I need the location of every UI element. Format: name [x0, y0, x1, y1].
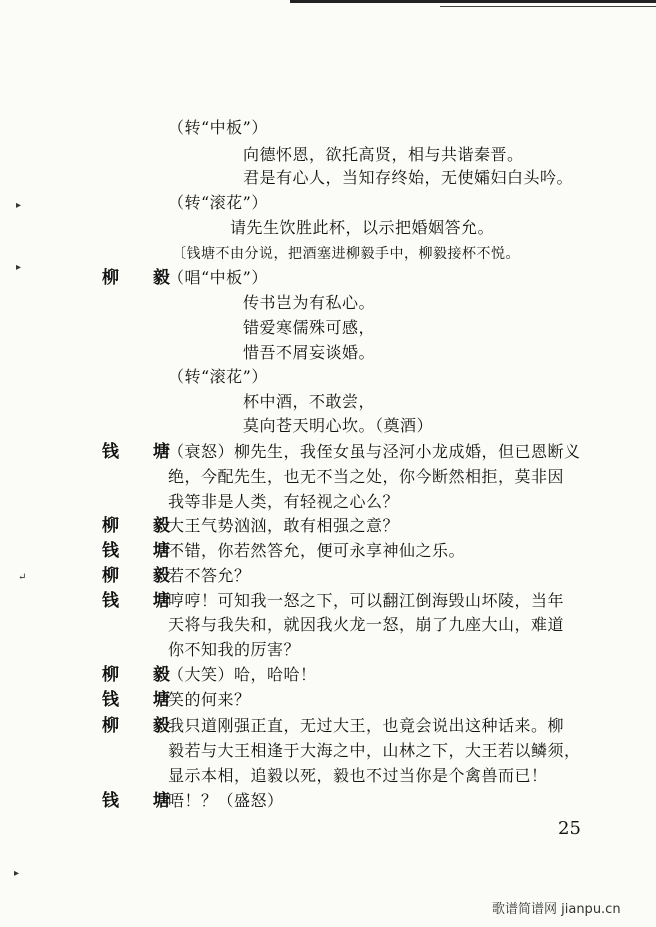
dialogue-line: 毅若与大王相逢于大海之中，山林之下，大王若以鳞须，: [168, 741, 581, 760]
dialogue-line: 哼哼！可知我一怒之下，可以翻江倒海毁山坏陵，当年: [168, 591, 565, 610]
margin-mark: ▸: [16, 200, 22, 211]
speaker-name: 钱 塘: [102, 541, 184, 561]
stage-direction: （转“滚花”）: [168, 367, 268, 386]
dialogue-line: （衰怒）柳先生，我侄女虽与泾河小龙成婚，但已恩断义: [168, 442, 581, 461]
top-rule-thin: [440, 6, 656, 7]
speaker-name: 柳 毅: [102, 566, 184, 586]
speaker-name: 钱 塘: [102, 442, 184, 462]
speaker-name: 柳 毅: [102, 516, 184, 536]
dialogue-line: 不错，你若然答允，便可永享神仙之乐。: [168, 541, 466, 560]
speaker-name: 钱 塘: [102, 690, 184, 710]
lyric-line: 向德怀恩，欲托高贤，相与共谐秦晋。: [243, 145, 524, 164]
dialogue-line: 天将与我失和，就因我火龙一怒，崩了九座大山，难道: [168, 615, 565, 634]
speaker-name: 柳 毅: [102, 268, 184, 288]
dialogue-line: （大笑）哈，哈哈！: [168, 665, 317, 684]
speaker-name: 钱 塘: [102, 791, 184, 811]
lyric-line: 杯中酒，不敢尝，: [243, 392, 376, 411]
margin-mark: ▸: [16, 262, 22, 273]
lyric-line: 错爱寒儒殊可感，: [243, 318, 376, 337]
top-rule: [290, 0, 656, 3]
stage-direction: （转“中板”）: [168, 118, 268, 137]
speaker-name: 柳 毅: [102, 716, 184, 736]
speaker-name: 钱 塘: [102, 591, 184, 611]
margin-mark: ▸: [14, 868, 20, 879]
dialogue-line: 若不答允？: [168, 566, 251, 585]
dialogue-line: 唔！？（盛怒）: [168, 791, 284, 810]
lyric-line: 请先生饮胜此杯，以示把婚姻答允。: [230, 218, 495, 237]
watermark: 歌谱简谱网 jianpu.cn: [492, 902, 621, 917]
dialogue-line: 大王气势汹汹，敢有相强之意？: [168, 516, 400, 535]
margin-mark: ↵: [18, 572, 27, 583]
dialogue-line: 显示本相，追毅以死，毅也不过当你是个禽兽而已！: [168, 766, 548, 785]
stage-direction: （转“滚花”）: [168, 193, 268, 212]
stage-direction: 〔钱塘不由分说，把酒塞进柳毅手中，柳毅接杯不悦。: [172, 246, 520, 262]
speaker-name: 柳 毅: [102, 665, 184, 685]
lyric-line: 君是有心人，当知存终始，无使孀妇白头吟。: [243, 168, 574, 187]
dialogue-line: 我等非是人类，有轻视之心么？: [168, 492, 400, 511]
dialogue-line: 绝，今配先生，也无不当之处，你今断然相拒，莫非因: [168, 467, 565, 486]
dialogue-line: 我只道刚强正直，无过大王，也竟会说出这种话来。柳: [168, 716, 565, 735]
dialogue-line: 你不知我的厉害？: [168, 640, 301, 659]
lyric-line: 惜吾不屑妄谈婚。: [243, 343, 376, 362]
lyric-line: 传书岂为有私心。: [243, 293, 376, 312]
stage-direction: （唱“中板”）: [168, 268, 268, 287]
page-number: 25: [558, 818, 581, 839]
dialogue-line: 笑的何来？: [168, 690, 251, 709]
lyric-line: 莫向苍天明心坎。（奠酒）: [243, 416, 434, 435]
